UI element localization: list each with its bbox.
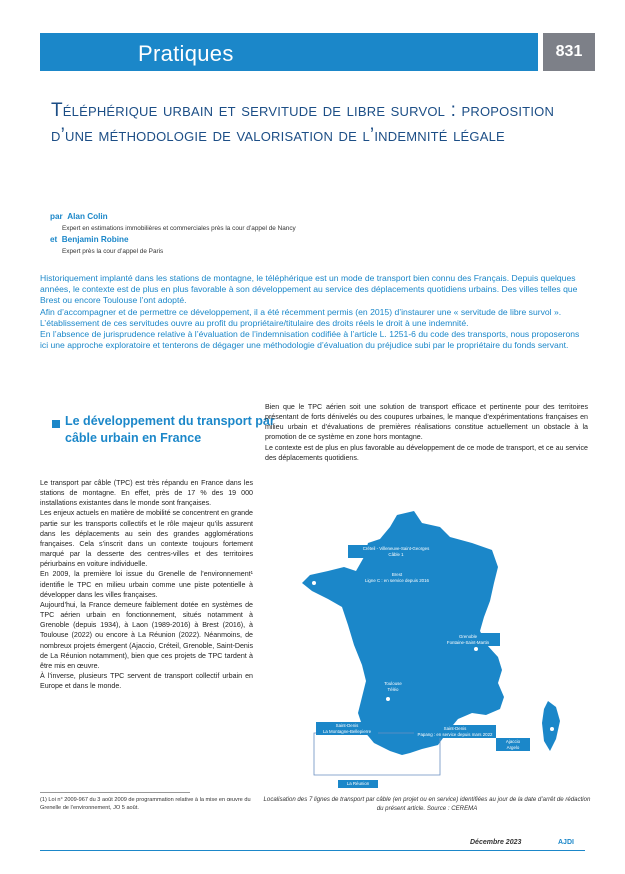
footer-brand: AJDI [558,839,574,846]
author-name: Alan Colin [67,212,108,221]
marker-ajaccio-icon [550,727,554,731]
body-paragraph: Le contexte est de plus en plus favorable au développement de ce mode de transport, et ce au service des déplacements quotidiens. [265,443,588,462]
corsica-shape [542,701,560,751]
footer-rule [40,850,585,851]
author-prefix: et [50,235,58,244]
author-block-2 [50,229,163,255]
body-paragraph: En 2009, la première loi issue du Grenelle de l’environnement¹ identifie le TPC en milieu urbain comme une piste potentielle à développer dans les villes françaises. [40,570,253,599]
page-number: 831 [543,33,595,71]
author-name: Benjamin Robine [61,235,129,244]
body-paragraph: À l’inverse, plusieurs TPC servent de transport collectif urbain en Europe et dans le monde. [40,671,253,691]
section-title: Pratiques [138,41,234,66]
map-label-toulouse: Toulouse Téléo [372,680,414,693]
lead-text: En l’absence de jurisprudence relative à l’évaluation de l’indemnisation codifiée à l’article L. 1251-6 du code des transports, nous proposerons ici une approche exploratoire et tenterons de dégager une méthodologie d’évaluation du préjudice subi par le propriétaire du fonds servant. [40,329,580,351]
article-title: Téléphérique urbain et servitude de libre survol : proposition d’une méthodologie de valorisation de l’indemnité légale [51,100,555,146]
map-label-brest: Brest Ligne C : en service depuis 2016 [350,571,444,584]
footnote-rule [40,792,190,793]
map-label-creteil: Créteil - Villeneuve-Saint-Georges Câble 1 [348,545,444,558]
body-paragraph: Les enjeux actuels en matière de mobilité se concentrent en grande partie sur les transports collectifs et le rôle majeur qu’ils assurent dans les déplacements au sein des grandes agglomérations françaises. Cela s’inscrit dans un contexte toujours fortement marqué par la desserte des centres-villes et des territoires périurbains en voiture individuelle. [40,509,253,569]
map-caption: Localisation des 7 lignes de transport par câble (en projet ou en service) identifiées au jour de la date d’arrêt de rédaction du présent article. Source : CEREMA [263,796,591,812]
author-role: Expert en estimations immobilières et commerciales près la cour d’appel de Nancy [62,225,296,232]
author-prefix: par [50,212,63,221]
footer-date: Décembre 2023 [470,839,522,846]
left-column [40,478,253,691]
section-heading: Le développement du transport par câble urbain en France [65,414,275,445]
lead-text: Afin d’accompagner et de permettre ce développement, il a été récemment permis (en 2015) d’instaurer une « servitude de libre survol ». L’établissement de ces servitudes ouvre au profit du propriétaire/titulaire des droits réels le droit à une indemnité. [40,306,562,328]
marker-toulouse-icon [386,697,390,701]
heading-bullet-icon [52,420,60,428]
author-role: Expert près la cour d’appel de Paris [62,248,164,255]
map-label-stdenis-left: Saint-Denis La Montagne-Bellepierre [316,722,378,735]
body-paragraph: Le transport par câble (TPC) est très répandu en France dans les stations de montagne. En effet, près de 17 % des 19 000 installations existantes dans le monde sont françaises. [40,479,253,508]
lead-text: Historiquement implanté dans les stations de montagne, le téléphérique est un mode de transport bien connu des Français. Depuis quelques années, le contexte est de plus en plus favorable à son développement au service des déplacements quotidiens urbains. Des villes telles que Brest ou encore Toulouse l’ont adopté. [40,273,578,306]
body-paragraph: Bien que le TPC aérien soit une solution de transport efficace et pertinente pour des territoires présentant de forts dénivelés ou des coupures urbaines, le manque d’expérimentations françaises en milieu urbain et d’évaluations de premières réalisations constitue actuellement un obstacle à la promotion de ce système en zone hors montagne. [265,403,588,442]
marker-grenoble-icon [474,647,478,651]
marker-brest-icon [312,581,316,585]
map-label-grenoble: Grenoble Fontaine-Saint-Martin [436,633,500,646]
section-banner [40,33,538,71]
map-label-reunion: La Réunion [338,780,378,788]
map-label-ajaccio: Ajaccio Argelo [496,738,530,751]
right-column [265,402,588,463]
map-label-stdenis-right: Saint-Denis Papang : en service depuis mars 2022 [414,725,496,738]
footnote: (1) Loi n° 2009-967 du 3 août 2009 de programmation relative à la mise en œuvre du Grenelle de l’environnement, JO 5 août. [40,797,251,811]
body-paragraph: Aujourd’hui, la France demeure faiblement dotée en systèmes de TPC aérien urbain en fonctionnement, situés notamment à Grenoble (depuis 1934), à Laon (1989-2016) à Brest (2016), à Toulouse (2022) ou encore à La Réunion (2022). Néanmoins, de nombreux projets émergent (Ajaccio, Créteil, Grenoble, Saint-Denis de La Réunion notamment), bien que ces projets de TPC tardent à être mis en œuvre. [40,600,253,670]
lead-paragraph [40,273,585,351]
